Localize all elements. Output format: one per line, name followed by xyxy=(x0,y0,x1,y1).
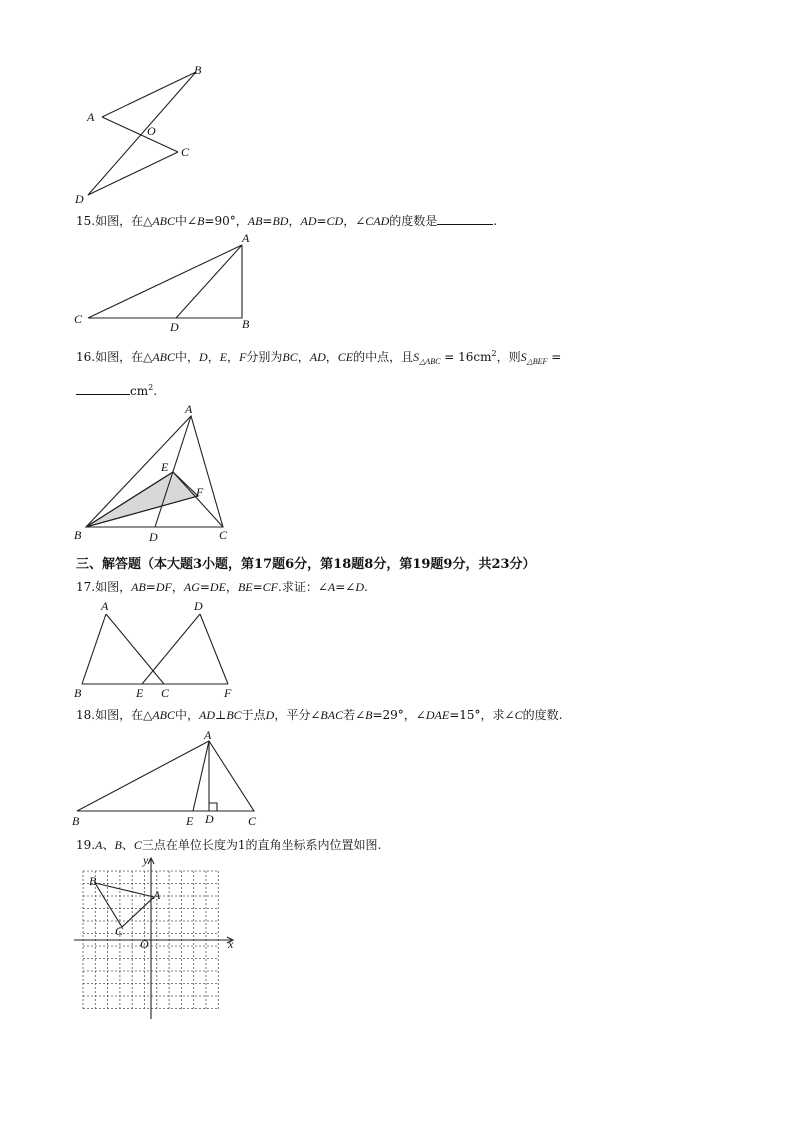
text: . xyxy=(364,580,368,594)
math: A xyxy=(95,838,103,852)
segment-de xyxy=(142,614,200,684)
math: AG xyxy=(183,580,200,594)
label-o: O xyxy=(140,937,149,951)
text: =∠ xyxy=(335,580,356,594)
text: 分别为 xyxy=(246,350,283,364)
math: CD xyxy=(326,214,344,228)
text: 如图， xyxy=(95,580,132,594)
question-15 xyxy=(76,212,497,229)
math: BC xyxy=(226,708,242,722)
label-b: B xyxy=(242,317,250,331)
text: ，则 xyxy=(496,350,521,364)
math: CAD xyxy=(365,214,390,228)
answer-blank[interactable] xyxy=(76,383,130,395)
question-17 xyxy=(76,578,368,595)
right-angle-mark xyxy=(209,803,217,811)
math: AD xyxy=(199,708,216,722)
label-b: B xyxy=(72,814,80,828)
math: B xyxy=(114,838,122,852)
label-f: F xyxy=(224,686,232,700)
label-a: A xyxy=(204,728,212,742)
subscript: △BEF xyxy=(526,357,548,366)
text: 中∠ xyxy=(175,214,198,228)
answer-blank[interactable] xyxy=(437,213,493,225)
math: CE xyxy=(337,350,354,364)
triangle-abc xyxy=(86,416,223,527)
segment-df xyxy=(200,614,228,684)
question-number: 16. xyxy=(76,350,96,364)
figure-19 xyxy=(70,855,250,1021)
figure-17 xyxy=(70,598,250,700)
text: ⊥ xyxy=(215,708,227,722)
text: 三点在单位长度为1的直角坐标系内位置如图. xyxy=(141,838,382,852)
question-number: 17. xyxy=(76,580,96,594)
math: ABC xyxy=(152,708,175,722)
text: 的中点，且 xyxy=(353,350,414,364)
segment-ac xyxy=(106,614,164,684)
label-a: A xyxy=(153,888,161,902)
figure-14 xyxy=(70,60,220,210)
label-a: A xyxy=(101,599,109,613)
label-a: A xyxy=(185,402,193,416)
text: 、 xyxy=(121,838,134,852)
text: . xyxy=(493,214,498,228)
label-c: C xyxy=(248,814,257,828)
segment-ab xyxy=(82,614,106,684)
label-c: C xyxy=(74,312,83,326)
triangle-abc xyxy=(95,883,154,927)
text: = xyxy=(262,214,273,228)
label-d: D xyxy=(149,530,158,544)
text: 中， xyxy=(175,708,200,722)
text: ， xyxy=(297,350,310,364)
question-number: 15. xyxy=(76,214,96,228)
text: = 16cm xyxy=(440,350,492,364)
text: 如图，在△ xyxy=(95,214,153,228)
question-number: 19. xyxy=(76,838,96,852)
text: = xyxy=(547,350,562,364)
label-e: E xyxy=(161,460,169,474)
label-a: A xyxy=(87,110,95,124)
figure-18 xyxy=(70,726,270,828)
text: cm xyxy=(130,384,149,398)
segment-dc xyxy=(88,152,178,195)
text: ， xyxy=(227,350,240,364)
math: B xyxy=(197,214,205,228)
math: S xyxy=(520,350,527,364)
math: DE xyxy=(209,580,226,594)
label-c: C xyxy=(115,924,124,938)
math: BAC xyxy=(320,708,344,722)
text: 如图，在△ xyxy=(95,708,153,722)
label-d: D xyxy=(170,320,179,334)
text: 若∠ xyxy=(343,708,366,722)
label-x: x xyxy=(228,937,234,951)
math: D xyxy=(199,350,208,364)
label-c: C xyxy=(181,145,190,159)
label-c: C xyxy=(161,686,170,700)
math: C xyxy=(133,838,142,852)
text: = xyxy=(316,214,327,228)
math: CF xyxy=(262,580,279,594)
label-f: F xyxy=(196,485,204,499)
text: ， xyxy=(288,214,301,228)
text: ，∠ xyxy=(343,214,366,228)
text: ， xyxy=(207,350,220,364)
math: BD xyxy=(272,214,289,228)
math: F xyxy=(239,350,247,364)
text: = xyxy=(252,580,263,594)
math: E xyxy=(219,350,228,364)
figure-16 xyxy=(70,400,245,548)
question-18 xyxy=(76,706,562,723)
segment-ac xyxy=(102,117,178,152)
text: 、 xyxy=(102,838,115,852)
label-o: O xyxy=(147,124,156,138)
section-title: 三、解答题（本大题3小题，第17题6分，第18题8分，第19题9分，共23分） xyxy=(76,557,536,572)
triangle-abc xyxy=(88,245,242,318)
text: ， xyxy=(171,580,184,594)
label-e: E xyxy=(136,686,144,700)
text: =29°，∠ xyxy=(372,708,426,722)
math: ABC xyxy=(152,214,175,228)
text: ，平分∠ xyxy=(274,708,321,722)
label-b: B xyxy=(74,528,82,542)
text: = xyxy=(199,580,210,594)
label-d: D xyxy=(205,812,214,826)
math: AD xyxy=(309,350,326,364)
question-16 xyxy=(76,348,561,366)
math: BE xyxy=(237,580,253,594)
question-number: 18. xyxy=(76,708,96,722)
math: AB xyxy=(247,214,263,228)
text: 的度数. xyxy=(522,708,563,722)
math: A xyxy=(327,580,336,594)
label-b: B xyxy=(194,63,202,77)
math: D xyxy=(355,580,365,594)
superscript: 2 xyxy=(148,383,154,392)
math: BC xyxy=(282,350,298,364)
subscript: △ABC xyxy=(419,357,441,366)
triangle-abc xyxy=(77,741,254,811)
text: . xyxy=(153,384,158,398)
math: AD xyxy=(300,214,317,228)
text: 的度数是 xyxy=(389,214,438,228)
text: 于点 xyxy=(241,708,266,722)
label-b: B xyxy=(89,874,97,888)
math: ABC xyxy=(152,350,175,364)
text: =15°，求∠ xyxy=(449,708,515,722)
label-b: B xyxy=(74,686,82,700)
segment-ad xyxy=(176,245,242,318)
label-y: y xyxy=(143,853,149,867)
math: S xyxy=(413,350,420,364)
figure-15 xyxy=(70,230,270,335)
text: 如图，在△ xyxy=(95,350,153,364)
math: DAE xyxy=(425,708,450,722)
math: AB xyxy=(131,580,146,594)
segment-ab xyxy=(102,72,196,117)
question-16-answer-line xyxy=(76,383,157,398)
text: ， xyxy=(325,350,338,364)
text: ， xyxy=(225,580,238,594)
label-e: E xyxy=(186,814,194,828)
math: D xyxy=(265,708,275,722)
label-d: D xyxy=(194,599,203,613)
text: =90°， xyxy=(204,214,248,228)
math: C xyxy=(514,708,523,722)
label-a: A xyxy=(242,231,250,245)
label-c: C xyxy=(219,528,228,542)
segment-ae xyxy=(193,741,209,811)
text: 中， xyxy=(175,350,200,364)
superscript: 2 xyxy=(491,349,497,358)
label-d: D xyxy=(75,192,84,206)
text: = xyxy=(145,580,156,594)
text: .求证：∠ xyxy=(278,580,328,594)
question-19 xyxy=(76,836,381,853)
math: DF xyxy=(155,580,172,594)
segment-bd xyxy=(88,72,196,195)
math: B xyxy=(365,708,373,722)
